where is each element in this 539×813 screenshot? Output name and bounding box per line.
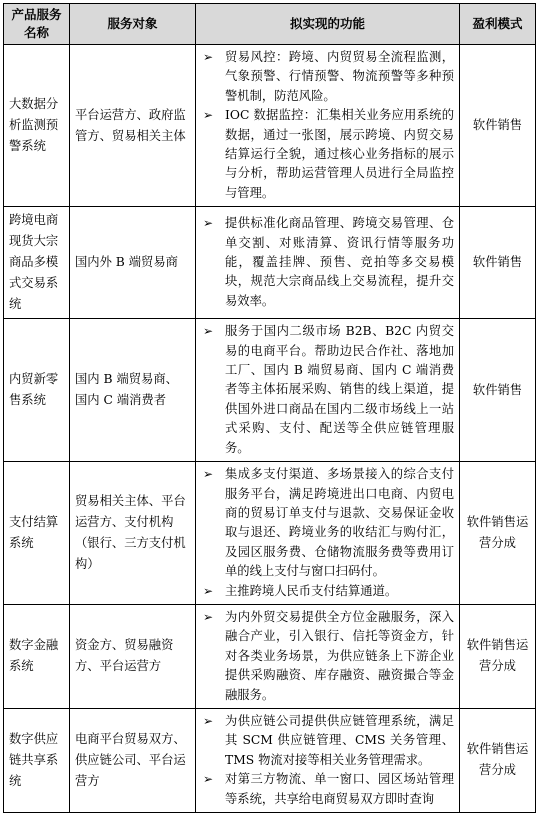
service-target: 国内外 B 端贸易商 — [70, 207, 196, 319]
profit-model: 软件销售运营分成 — [460, 708, 536, 812]
function-text: 为内外贸交易提供全方位金融服务，深入融合产业，引入银行、信托等资金方，针对各类业务场景，为供应链条上下游企业提供采购融资、库存融资、融资撮合等金融服务。 — [225, 609, 454, 702]
arrowhead-bullet-icon: ➢ — [203, 583, 214, 598]
functions-cell — [196, 462, 460, 605]
functions-cell — [196, 207, 460, 319]
list-item — [201, 582, 454, 601]
table-row — [4, 604, 536, 708]
table-row — [4, 45, 536, 207]
product-name: 跨境电商现货大宗商品多模式交易系统 — [4, 207, 70, 319]
header-service-target: 服务对象 — [70, 4, 196, 45]
function-text: 服务于国内二级市场 B2B、B2C 内贸交易的电商平台。帮助边民合作社、落地加工厂、国内 B 端贸易商、国内 C 端消费者等主体拓展采购、销售的线上渠道，提供国外进口商品在国内二级市场线上一站式采购、支付、配送等全供应链管理服务。 — [225, 324, 454, 455]
list-item — [201, 106, 454, 203]
function-text: 提供标准化商品管理、跨境交易管理、仓单交割、对账清算、资讯行情等服务功能，覆盖挂牌、预售、竞拍等多交易模块，规范大宗商品线上交易流程，提升交易效率。 — [225, 216, 454, 308]
profit-model: 软件销售 — [460, 45, 536, 207]
product-name: 支付结算系统 — [4, 462, 70, 605]
arrowhead-bullet-icon: ➢ — [203, 216, 214, 231]
functions-cell — [196, 319, 460, 462]
service-target: 资金方、贸易融资方、平台运营方 — [70, 604, 196, 708]
function-text: 对第三方物流、单一窗口、园区场站管理等系统，共享给电商贸易双方即时查询 — [225, 772, 454, 806]
table-header-row — [4, 4, 536, 45]
list-item — [201, 770, 454, 809]
table-row — [4, 319, 536, 462]
arrowhead-bullet-icon: ➢ — [203, 108, 214, 123]
list-item — [201, 48, 454, 106]
functions-cell — [196, 604, 460, 708]
arrowhead-bullet-icon: ➢ — [203, 50, 214, 64]
product-name: 内贸新零售系统 — [4, 319, 70, 462]
table-row — [4, 708, 536, 812]
service-target: 贸易相关主体、平台运营方、支付机构（银行、三方支付机构） — [70, 462, 196, 605]
function-text: 集成多支付渠道、多场景接入的综合支付服务平台，满足跨境进出口电商、内贸电商的贸易订单支付与退款、交易保证金收取与退还、跨境业务的收结汇与购付汇，及园区服务费、仓储物流服务费等费用订单的线上支付与窗口扫码付。 — [225, 467, 454, 579]
service-target: 国内 B 端贸易商、国内 C 端消费者 — [70, 319, 196, 462]
arrowhead-bullet-icon: ➢ — [203, 467, 214, 482]
function-text: IOC 数据监控：汇集相关业务应用系统的数据，通过一张图，展示跨境、内贸交易结算运行全貌，通过核心业务指标的展示与分析，帮助运营管理人员进行全局监控与管理。 — [225, 108, 454, 200]
list-item — [201, 712, 454, 770]
service-target: 平台运营方、政府监管方、贸易相关主体 — [70, 45, 196, 207]
list-item — [201, 608, 454, 705]
list-item — [201, 322, 454, 458]
arrowhead-bullet-icon: ➢ — [203, 324, 214, 339]
arrowhead-bullet-icon: ➢ — [203, 772, 214, 787]
function-text: 为供应链公司提供供应链管理系统，满足其 SCM 供应链管理、CMS 关务管理、TMS 物流对接等相关业务管理需求。 — [225, 713, 454, 767]
header-product-name: 产品服务名称 — [4, 4, 70, 45]
function-text: 主推跨境人民币支付结算通道。 — [225, 583, 398, 598]
list-item — [201, 465, 454, 581]
arrowhead-bullet-icon: ➢ — [203, 713, 214, 728]
product-service-table — [3, 3, 536, 813]
product-name: 数字金融系统 — [4, 604, 70, 708]
profit-model: 软件销售运营分成 — [460, 604, 536, 708]
product-name: 大数据分析监测预警系统 — [4, 45, 70, 207]
profit-model: 软件销售 — [460, 207, 536, 319]
list-item — [201, 214, 454, 311]
table-row — [4, 207, 536, 319]
document-page — [3, 3, 535, 813]
functions-cell — [196, 708, 460, 812]
table-row — [4, 462, 536, 605]
product-name: 数字供应链共享系统 — [4, 708, 70, 812]
profit-model: 软件销售 — [460, 319, 536, 462]
header-profit-model: 盈利模式 — [460, 4, 536, 45]
service-target: 电商平台贸易双方、供应链公司、平台运营方 — [70, 708, 196, 812]
profit-model: 软件销售运营分成 — [460, 462, 536, 605]
arrowhead-bullet-icon: ➢ — [203, 609, 214, 624]
header-functions: 拟实现的功能 — [196, 4, 460, 45]
functions-cell — [196, 45, 460, 207]
function-text: 贸易风控：跨境、内贸贸易全流程监测，气象预警、行情预警、物流预警等多种预警机制，防范风险。 — [225, 50, 454, 103]
